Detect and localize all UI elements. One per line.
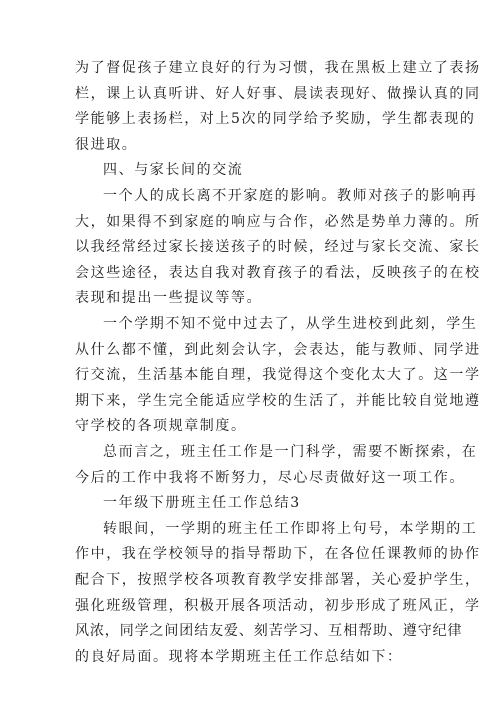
text-line: 今后的工作中我将不断努力，尽心尽责做好这一项工作。 (75, 469, 465, 486)
text-line: 表现和提出一些提议等等。 (75, 290, 263, 307)
text-line: 期下来，学生完全能适应学校的生活了，并能比较自觉地遵 (75, 392, 481, 409)
section-heading: 四、与家长间的交流 (103, 162, 244, 179)
text-line: 转眼间，一学期的班主任工作即将上句号，本学期的工 (103, 520, 478, 537)
text-line: 一个人的成长离不开家庭的影响。教师对孩子的影响再 (103, 188, 478, 204)
text-line: 以我经常经过家长接送孩子的时候，经过与家长交流、家长 (75, 239, 481, 256)
text-line: 会这些途径，表达自我对教育孩子的看法，反映孩子的在校 (75, 264, 481, 281)
text-line: 很进取。 (75, 136, 138, 153)
text-line: 的良好局面。现将本学期班主任工作总结如下： (75, 648, 403, 665)
text-line: 配合下，按照学校各项教育教学安排部署，关心爱护学生， (75, 572, 481, 588)
text-line: 从什么都不懂，到此刻会认字，会表达，能与教师、同学进 (75, 341, 481, 358)
text-line: 作中，我在学校领导的指导帮助下，在各位任课教师的协作 (75, 546, 481, 563)
text-line: 栏，课上认真听讲、好人好事、晨读表现好、做操认真的同 (75, 85, 481, 102)
text-line: 行交流，生活基本能自理，我觉得这个变化太大了。这一学 (75, 367, 481, 384)
text-line: 强化班级管理，积极开展各项活动，初步形成了班风正，学 (75, 597, 481, 614)
text-line: 风浓，同学之间团结友爱、刻苦学习、互相帮助、遵守纪律 (75, 623, 463, 640)
text-line: 总而言之，班主任工作是一门科学，需要不断探索，在 (103, 444, 478, 460)
text-line: 大，如果得不到家庭的响应与合作，必然是势单力薄的。所 (75, 213, 481, 230)
text-line: 学能够上表扬栏，对上5次的同学给予奖励，学生都表现的 (75, 111, 476, 128)
text-line: 守学校的各项规章制度。 (75, 418, 247, 435)
text-line: 一个学期不知不觉中过去了，从学生进校到此刻，学生 (103, 316, 478, 332)
text-line: 为了督促孩子建立良好的行为习惯，我在黑板上建立了表扬 (75, 60, 481, 76)
document-title: 一年级下册班主任工作总结3 (103, 495, 301, 512)
